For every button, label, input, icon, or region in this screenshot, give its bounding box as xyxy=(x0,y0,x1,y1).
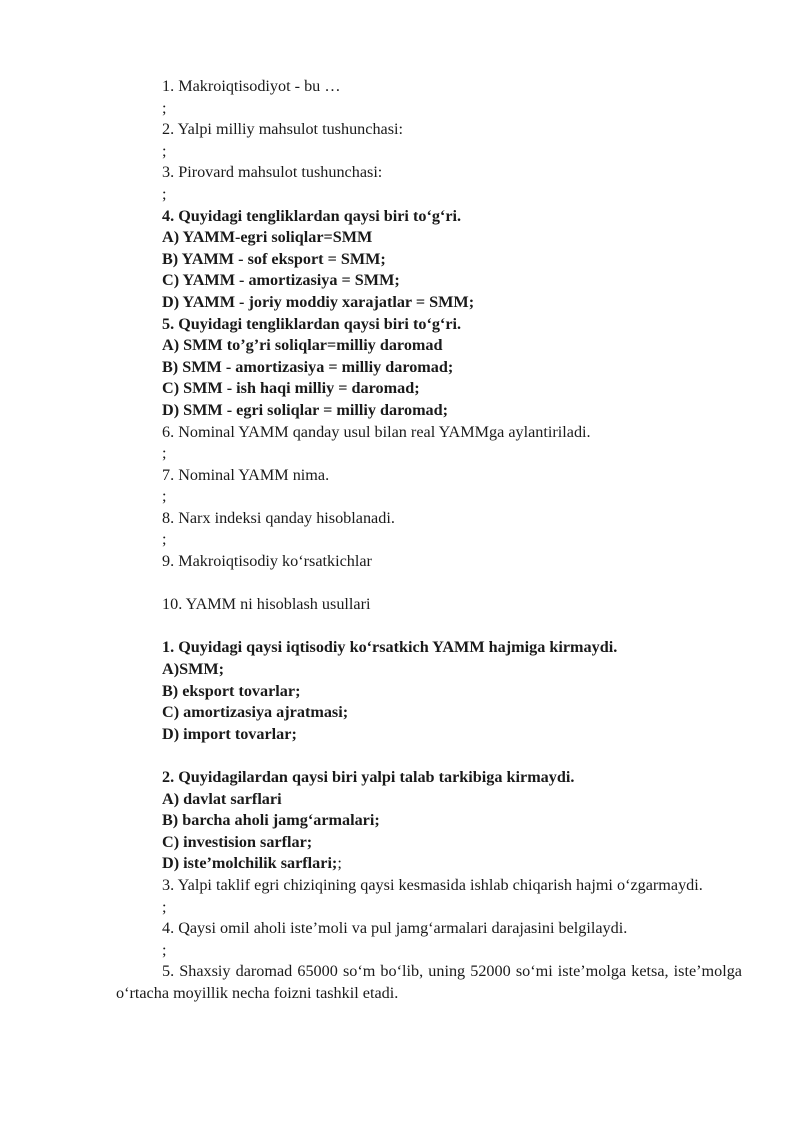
part2-question-2-option-b: B) barcha aholi jamg‘armalari; xyxy=(162,811,380,830)
question-8: 8. Narx indeksi qanday hisoblanadi. xyxy=(162,508,395,527)
part2-question-2-option-d xyxy=(116,853,742,875)
question-5-option-a: A) SMM to’g’ri soliqlar=milliy daromad xyxy=(162,336,443,355)
question-7: 7. Nominal YAMM nima. xyxy=(162,465,330,484)
question-5-option-b: B) SMM - amortizasiya = milliy daromad; xyxy=(162,357,454,376)
separator: ; xyxy=(162,184,167,203)
part2-question-5: 5. Shaxsiy daromad 65000 so‘m bo‘lib, uning 52000 so‘mi iste’molga ketsa, iste’molga o‘rtacha moyillik necha foizni tashkil etadi. xyxy=(116,962,742,1002)
part2-question-1-option-b: B) eksport tovarlar; xyxy=(162,681,301,700)
question-1: 1. Makroiqtisodiyot - bu … xyxy=(162,77,341,95)
option-d-bold-text: D) iste’molchilik sarflari; xyxy=(162,854,338,873)
separator: ; xyxy=(162,98,167,117)
separator: ; xyxy=(162,940,167,959)
question-4-option-d: D) YAMM - joriy moddiy xarajatlar = SMM; xyxy=(162,292,475,311)
question-4: 4. Quyidagi tengliklardan qaysi biri to‘g‘ri. xyxy=(162,206,462,225)
question-4-option-c: C) YAMM - amortizasiya = SMM; xyxy=(162,271,400,290)
question-4-option-a: A) YAMM-egri soliqlar=SMM xyxy=(162,228,373,247)
question-4-option-b: B) YAMM - sof eksport = SMM; xyxy=(162,249,386,268)
part2-question-1-option-c: C) amortizasiya ajratmasi; xyxy=(162,703,349,722)
blank-line xyxy=(116,745,742,767)
part2-question-1: 1. Quyidagi qaysi iqtisodiy ko‘rsatkich YAMM hajmiga kirmaydi. xyxy=(162,638,618,657)
question-2: 2. Yalpi milliy mahsulot tushunchasi: xyxy=(162,120,404,139)
blank-line xyxy=(116,616,742,638)
separator: ; xyxy=(162,530,167,549)
part2-question-2: 2. Quyidagilardan qaysi biri yalpi talab tarkibiga kirmaydi. xyxy=(162,768,575,786)
question-6: 6. Nominal YAMM qanday usul bilan real YAMMga aylantiriladi. xyxy=(162,422,591,441)
question-10: 10. YAMM ni hisoblash usullari xyxy=(162,595,371,614)
part2-question-2-option-a: A) davlat sarflari xyxy=(162,789,282,808)
separator: ; xyxy=(162,487,167,506)
part2-question-1-option-d: D) import tovarlar; xyxy=(162,724,297,743)
separator: ; xyxy=(162,141,167,160)
separator: ; xyxy=(162,444,167,463)
question-9: 9. Makroiqtisodiy ko‘rsatkichlar xyxy=(162,552,372,571)
question-5-option-c: C) SMM - ish haqi milliy = daromad; xyxy=(162,379,420,398)
blank-line xyxy=(116,573,742,595)
option-d-tail: ; xyxy=(337,854,342,873)
question-3: 3. Pirovard mahsulot tushunchasi: xyxy=(162,163,383,182)
part2-question-1-option-a: A)SMM; xyxy=(162,660,225,679)
part2-question-3: 3. Yalpi taklif egri chiziqining qaysi kesmasida ishlab chiqarish hajmi o‘zgarmaydi. xyxy=(162,875,703,894)
part2-question-4: 4. Qaysi omil aholi iste’moli va pul jamg‘armalari darajasini belgilaydi. xyxy=(162,919,628,938)
part2-question-2-option-c: C) investision sarflar; xyxy=(162,832,313,851)
question-5: 5. Quyidagi tengliklardan qaysi biri to‘g‘ri. xyxy=(162,314,462,333)
separator: ; xyxy=(162,897,167,916)
question-5-option-d: D) SMM - egri soliqlar = milliy daromad; xyxy=(162,400,449,419)
